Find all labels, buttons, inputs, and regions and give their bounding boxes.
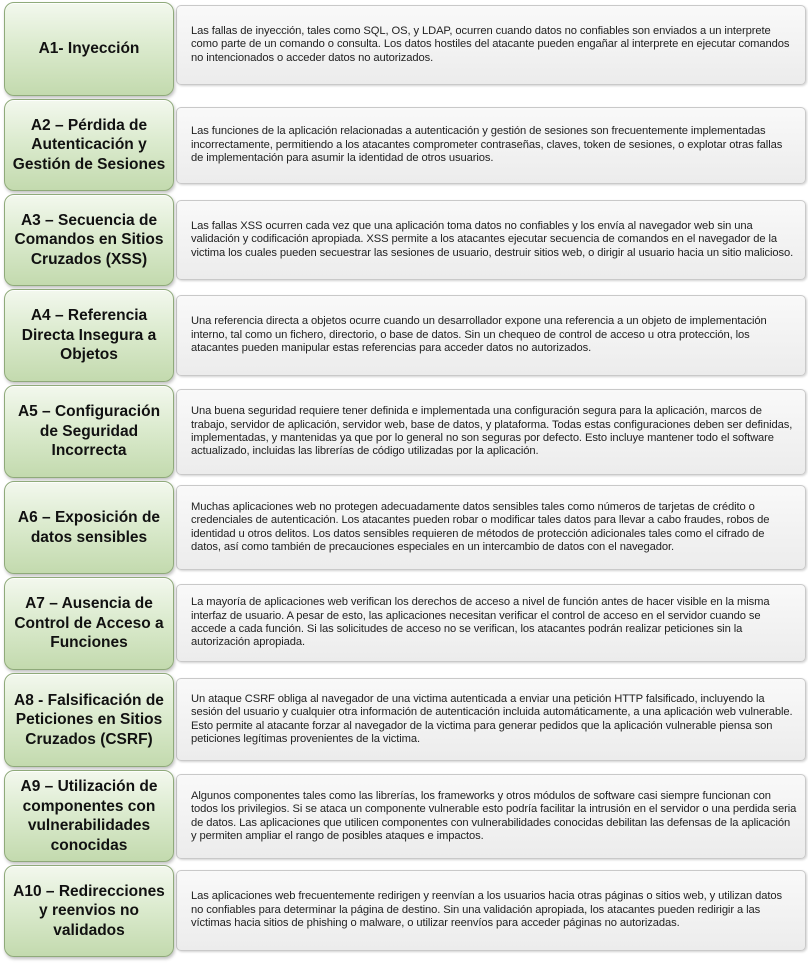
risk-label-box [4, 385, 174, 478]
risk-description-box [176, 5, 806, 85]
risk-description-box [176, 774, 806, 859]
risk-label-box [4, 673, 174, 767]
risk-description-box [176, 295, 806, 376]
risk-label: A5 – Configuración de Seguridad Incorrecta [17, 403, 161, 460]
risk-description: Una referencia directa a objetos ocurre cuando un desarrollador expone una referencia a un objeto de implementación interno, tal como un fichero, directorio, o base de datos. Sin un chequeo de control de acceso u otra protección, los atacantes pueden manipular estas referencias para acceder datos no autorizados. [191, 315, 767, 355]
risk-row-a1 [4, 2, 806, 96]
risk-description: Una buena seguridad requiere tener definida e implementada una configuración segura para la aplicación, marcos de trabajo, servidor de aplicación, servidor web, base de datos, y plataforma. Todas estas configuraciones deben ser definidas, implementadas, y mantenidas ya que por lo general no son seguras por defecto. Esto incluye mantener todo el software actualizado, incluidas las librerías de código utilizadas por la aplicación. [191, 405, 793, 458]
risk-description: Un ataque CSRF obliga al navegador de una victima autenticada a enviar una petición HTTP falsificado, incluyendo la sesión del usuario y cualquier otra información de autenticación incluida automáticamente, a una aplicación web vulnerable. Esto permite al atacante forzar al navegador de la victima para generar pedidos que la aplicación vulnerable piensa son peticiones legítimas provenientes de la victima. [191, 692, 793, 745]
risk-label-box [4, 577, 174, 670]
risk-row-a4 [4, 289, 806, 382]
risk-row-a5 [4, 385, 806, 478]
risk-description-box [176, 485, 806, 570]
risk-label: A6 – Exposición de datos sensibles [17, 509, 161, 546]
risk-row-a2 [4, 99, 806, 191]
risk-description-box [176, 200, 806, 280]
risk-description: Las fallas XSS ocurren cada vez que una aplicación toma datos no confiables y los envía al navegador web sin una validación y codificación apropiada. XSS permite a los atacantes ejecutar secuencia de comandos en el navegador de la victima los cuales pueden secuestrar las sesiones de usuario, destruir sitios web, o dirigir al usuario hacia un sitio malicioso. [191, 219, 794, 259]
owasp-risk-list [4, 2, 806, 957]
risk-row-a7 [4, 577, 806, 670]
risk-description-box [176, 107, 806, 184]
risk-label-box [4, 2, 174, 96]
risk-label-box [4, 481, 174, 574]
risk-description: Las fallas de inyección, tales como SQL, OS, y LDAP, ocurren cuando datos no confiables son enviados a un interprete como parte de un comando o consulta. Los datos hostiles del atacante pueden engañar al interprete en ejecutar comandos no intencionados o acceder datos no autorizados. [191, 24, 790, 64]
risk-label-box [4, 99, 174, 191]
risk-label: A7 – Ausencia de Control de Acceso a Funciones [14, 595, 164, 652]
risk-description-box [176, 389, 806, 475]
risk-row-a3 [4, 194, 806, 286]
risk-description: La mayoría de aplicaciones web verifican los derechos de acceso a nivel de función antes de hacer visible en la misma interfaz de usuario. A pesar de esto, las aplicaciones necesitan verificar el control de acceso en el servidor cuando se accede a cada función. Si las solicitudes de acceso no se verifican, los atacantes podrán realizar peticiones sin la autorización apropiada. [191, 596, 770, 649]
risk-row-a10 [4, 865, 806, 957]
risk-label: A10 – Redirecciones y reenvios no validados [13, 882, 165, 939]
risk-row-a6 [4, 481, 806, 574]
risk-label: A1- Inyección [38, 40, 140, 58]
risk-label: A9 – Utilización de componentes con vulnerabilidades conocidas [20, 778, 158, 854]
risk-label: A4 – Referencia Directa Insegura a Objetos [21, 307, 157, 364]
risk-label-box [4, 865, 174, 957]
risk-label-box [4, 770, 174, 862]
risk-label: A2 – Pérdida de Autenticación y Gestión de Sesiones [12, 116, 166, 173]
risk-label: A3 – Secuencia de Comandos en Sitios Cruzados (XSS) [14, 211, 164, 268]
risk-row-a8 [4, 673, 806, 767]
risk-description-box [176, 870, 806, 951]
risk-label-box [4, 194, 174, 286]
risk-description: Muchas aplicaciones web no protegen adecuadamente datos sensibles tales como números de tarjetas de crédito o credenciales de autenticación. Los atacantes pueden robar o modificar tales datos para llevar a cabo fraudes, robos de identidad u otros delitos. Los datos sensibles requieren de métodos de protección adicionales tales como el cifrado de datos, así como también de precauciones especiales en un intercambio de datos con el navegador. [191, 500, 770, 553]
risk-description-box [176, 584, 806, 662]
risk-description: Algunos componentes tales como las librerías, los frameworks y otros módulos de software casi siempre funcionan con todos los privilegios. Si se ataca un componente vulnerable esto podría facilitar la intrusión en el servidor o una perdida seria de datos. Las aplicaciones que utilicen componentes con vulnerabilidades conocidas debilitan las defensas de la aplicación y permiten ampliar el rango de posibles ataques e impactos. [191, 789, 797, 842]
risk-label: A8 - Falsificación de Peticiones en Sitios Cruzados (CSRF) [14, 691, 164, 748]
risk-description-box [176, 678, 806, 761]
risk-label-box [4, 289, 174, 382]
risk-description: Las funciones de la aplicación relacionadas a autenticación y gestión de sesiones son frecuentemente implementadas incorrectamente, permitiendo a los atacantes comprometer contraseñas, claves, token de sesiones, o explotar otras fallas de implementación para asumir la identidad de otros usuarios. [191, 125, 783, 165]
risk-row-a9 [4, 770, 806, 862]
risk-description: Las aplicaciones web frecuentemente redirigen y reenvían a los usuarios hacia otras páginas o sitios web, y utilizan datos no confiables para determinar la página de destino. Sin una validación apropiada, los atacantes pueden redirigir a las víctimas hacia sitios de phishing o malware, o utilizar reenvíos para acceder páginas no autorizadas. [191, 890, 783, 930]
